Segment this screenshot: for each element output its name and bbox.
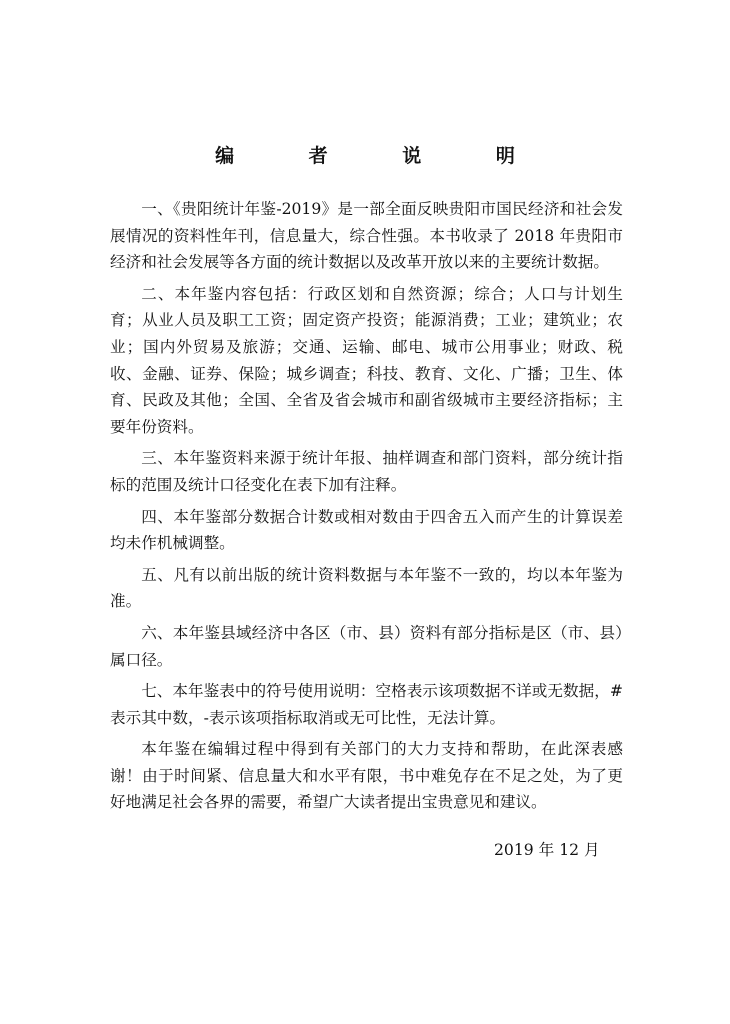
note-paragraph-2: 二、本年鉴内容包括：行政区划和自然资源；综合；人口与计划生育；从业人员及职工工资；固定资产投资；能源消费；工业；建筑业；农业；国内外贸易及旅游；交通、运输、邮电、城市公用事业；财政、税收、金融、证券、保险；城乡调查；科技、教育、文化、广播；卫生、体育、民政及其他；全国、全省及省会城市和副省级城市主要经济指标；主要年份资料。 xyxy=(110,284,623,436)
editor-notes-body xyxy=(110,196,623,821)
page-title: 编 者 说 明 xyxy=(215,145,549,167)
note-paragraph-6: 六、本年鉴县域经济中各区（市、县）资料有部分指标是区（市、县）属口径。 xyxy=(110,623,623,669)
note-paragraph-4: 四、本年鉴部分数据合计数或相对数由于四舍五入而产生的计算误差均未作机械调整。 xyxy=(110,507,623,553)
note-paragraph-7: 七、本年鉴表中的符号使用说明：空格表示该项数据不详或无数据，#表示其中数，-表示该项指标取消或无可比性，无法计算。 xyxy=(110,682,623,727)
note-paragraph-5: 五、凡有以前出版的统计资料数据与本年鉴不一致的，均以本年鉴为准。 xyxy=(110,565,623,611)
publication-date: 2019 年 12 月 xyxy=(494,841,600,859)
acknowledgement-paragraph: 本年鉴在编辑过程中得到有关部门的大力支持和帮助，在此深表感谢！由于时间紧、信息量大和水平有限，书中难免存在不足之处，为了更好地满足社会各界的需要，希望广大读者提出宝贵意见和建议。 xyxy=(110,740,623,812)
note-paragraph-1: 一、《贵阳统计年鉴-2019》是一部全面反映贵阳市国民经济和社会发展情况的资料性年刊，信息量大，综合性强。本书收录了 2018 年贵阳市经济和社会发展等各方面的统计数据以及改革开放以来的主要统计数据。 xyxy=(110,200,623,272)
note-paragraph-3: 三、本年鉴资料来源于统计年报、抽样调查和部门资料，部分统计指标的范围及统计口径变化在表下加有注释。 xyxy=(110,449,623,494)
